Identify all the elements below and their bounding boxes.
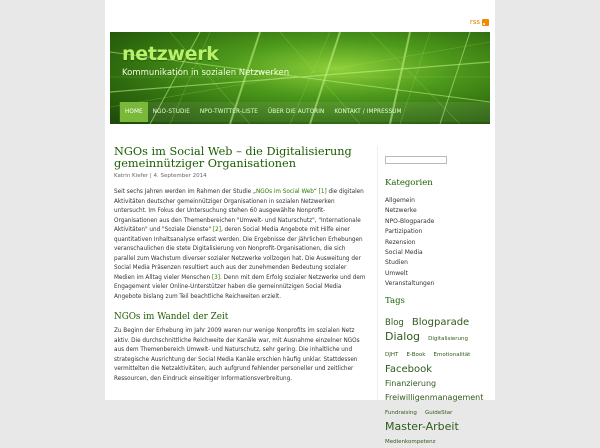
nav-ueber-die-autorin[interactable]: ÜBER DIE AUTORIN [267,109,325,115]
post-title[interactable]: NGOs im Social Web – die Digitalisierung gemeinnütziger Organisationen [114,145,352,170]
tag-link[interactable]: Finanzierung [385,378,437,388]
section-heading: NGOs im Wandel der Zeit [114,312,229,322]
study-link[interactable]: NGOs im Social Web [255,189,314,195]
site-title[interactable]: netzwerk [122,43,219,65]
column-divider [377,146,378,400]
footnote-ref-2[interactable]: [2] [212,227,221,233]
footnote-ref-1[interactable]: [1] [318,189,327,195]
category-item[interactable]: Rezension [385,238,416,246]
post-paragraph-2: Zu Beginn der Erhebung im Jahr 2009 waren nur wenige Nonprofits im sozialen Netz aktiv. Die durchschnittliche Reichweite der Kanäle war, mit Ausnahme einzelner NGOs aus dem Themenbereich Umwelt- und Naturschutz, sehr gering. Die inhaltliche und strategische Ausrichtung der Social Media Kanäle erschien häufig unklar. Stattdessen vermittelten die Netzaktivitäten, auch aufgrund fehlender personeller und zeitlicher Ressourcen, den Eindruck einseitiger Informationsverbreitung. [114,328,360,382]
tag-link[interactable]: Fundraising [385,409,417,416]
category-item[interactable]: Social Media [385,248,423,256]
tags-heading: Tags [385,295,405,306]
tag-link[interactable]: Blogparade [411,316,470,328]
category-item[interactable]: Partizipation [385,228,423,236]
p1-mid2: die digitalen Aktivitäten deutscher gemeinnütziger Organisationen in sozialen Netzwerken untersucht. Im Fokus der Untersuchung stehen 60 ausgewählte Nonprofit-Organisationen aus den Themenbereichen "Umwelt- und Naturschutz", "Internationale Aktivitäten" und "Soziale Dienste" [114,189,364,233]
site-header [110,32,490,124]
tag-link[interactable]: GuideStar [424,409,453,416]
tag-link[interactable]: Emotionalität [433,351,471,358]
main-nav [119,102,491,122]
nav-npo-twitter-liste[interactable]: NPO-TWITTER-LISTE [199,109,258,115]
p1-end: . Denn mit dem Erfolg sozialer Netzwerke und dem Engagement vieler Online-Unterstützer haben die gemeinnützigen Social Media Angebote bislang zum Teil beachtliche Reichweiten erzielt. [114,274,366,300]
tag-link[interactable]: Dialog [385,329,421,343]
tag-link[interactable]: Master-Arbeit [385,419,459,433]
tag-link[interactable]: Digitalisierung [428,335,469,342]
tag-link[interactable]: DJHT [385,351,399,358]
categories-heading: Kategorien [385,178,433,188]
p1-start: Seit sechs Jahren werden im Rahmen der Studie „ [114,189,256,195]
category-item[interactable]: Umwelt [385,269,408,277]
category-item[interactable]: Veranstaltungen [385,280,435,288]
nav-kontakt-impressum[interactable]: KONTAKT / IMPRESSUM [334,109,402,115]
top-bar [105,0,495,32]
p1-mid3: , deren Social Media Angebote mit Hilfe einer quantitativen Inhaltsanalyse erfasst werden. Die Ergebnisse der jährlichen Erhebungen veranschaulichen die stete Digitalisierung von Nonprofit-Organisationen, die sich parallel zum Wachstum diverser sozialer Netzwerke vollzogen hat. Die Ausweitung der Social Media Präsenzen resultiert auch aus der zunehmenden Bedeutung sozialer Medien im Alltag vieler Menschen [114,227,363,281]
sidebar [382,146,490,448]
nav-ngo-studie[interactable]: NGO-STUDIE [152,109,190,115]
post-paragraph-1 [114,188,366,302]
p1-mid1: “ [313,189,319,195]
rss-icon[interactable] [482,19,489,26]
footnote-ref-3[interactable]: [3] [211,274,220,281]
tag-link[interactable]: Facebook [385,363,432,375]
nav-home[interactable]: HOME [120,102,148,122]
category-item[interactable]: Allgemein [385,197,415,204]
page [105,0,495,445]
tag-cloud [385,314,490,448]
main-content [114,146,370,384]
rss-link[interactable] [470,18,489,26]
categories-list [385,196,490,290]
search-input[interactable] [385,156,447,164]
tag-link[interactable]: Blog [385,317,404,328]
rss-label[interactable]: rss [469,18,480,26]
tag-link[interactable]: Medienkompetenz [385,438,436,445]
category-item[interactable]: Studien [385,259,408,267]
category-item[interactable]: Netzwerke [385,207,417,215]
category-item[interactable]: NPO-Blogparade [385,217,435,225]
tag-link[interactable]: Freiwilligenmanagement [385,392,484,402]
post-meta: Katrin Kiefer | 4. September 2014 [114,173,207,179]
site-description: Kommunikation in sozialen Netzwerken [122,68,290,78]
tag-link[interactable]: E-Book [406,351,426,358]
